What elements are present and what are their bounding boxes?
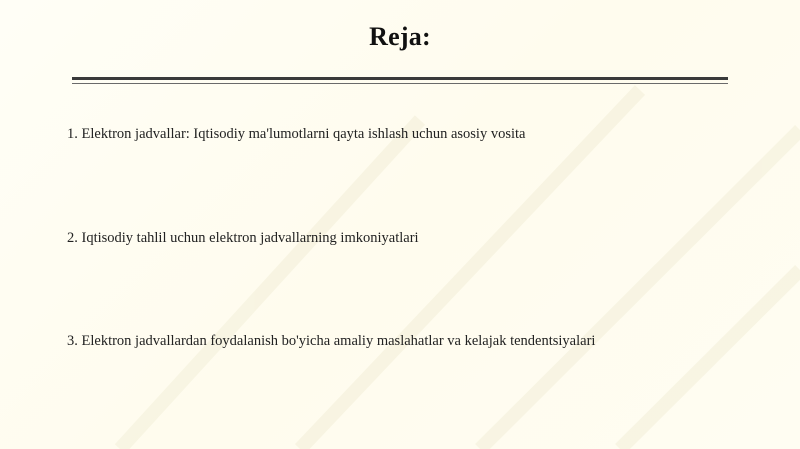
title-divider bbox=[72, 77, 728, 86]
agenda-item-3: 3. Elektron jadvallardan foydalanish bo'yicha amaliy maslahatlar va kelajak tendentsiyalari bbox=[67, 333, 596, 349]
slide-title: Reja: bbox=[369, 22, 431, 51]
divider-thick-line bbox=[72, 77, 728, 80]
divider-thin-line bbox=[72, 83, 728, 84]
agenda-item-2: 2. Iqtisodiy tahlil uchun elektron jadvallarning imkoniyatlari bbox=[67, 230, 419, 246]
agenda-item-1: 1. Elektron jadvallar: Iqtisodiy ma'lumotlarni qayta ishlash uchun asosiy vosita bbox=[67, 126, 526, 142]
